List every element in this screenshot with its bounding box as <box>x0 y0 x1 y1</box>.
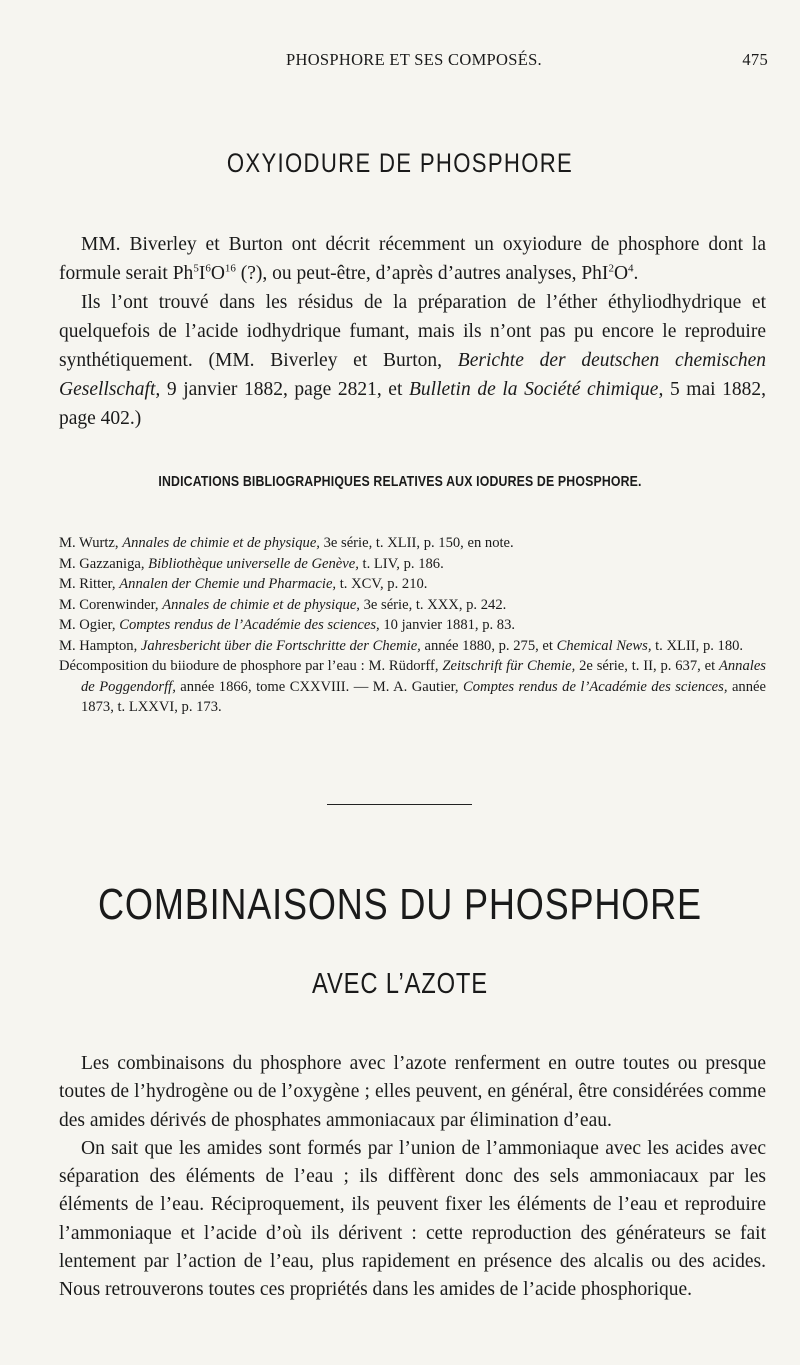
paragraph: Les combinaisons du phosphore avec l’azote renferment en outre toutes ou presque toutes de l’hydrogène ou de l’oxygène ; elles peuvent, en général, être considérées comme des amides dérivés de phosphates ammoniacaux par élimination d’eau. <box>59 1053 766 1131</box>
bibliography-entry: M. Ritter, Annalen der Chemie und Pharmacie, t. XCV, p. 210. <box>59 576 428 592</box>
page-header <box>60 50 768 74</box>
bibliography-entry: M. Wurtz, Annales de chimie et de physique, 3e série, t. XLII, p. 150, en note. <box>59 535 514 551</box>
bibliography-entry: M. Ogier, Comptes rendus de l’Académie des sciences, 10 janvier 1881, p. 83. <box>59 617 516 633</box>
bibliography-entry: M. Gazzaniga, Bibliothèque universelle de Genève, t. LIV, p. 186. <box>59 555 444 572</box>
bibliography-entry: M. Hampton, Jahresbericht über die Fortschritte der Chemie, année 1880, p. 275, et Chemical News, t. XLII, p. 180. <box>59 637 744 654</box>
oxyiodure-text <box>59 230 766 433</box>
section-divider <box>327 804 472 805</box>
running-title: PHOSPHORE ET SES COMPOSÉS. <box>286 50 542 69</box>
bibliography-entry: Décomposition du biiodure de phosphore par l’eau : M. Rüdorff, Zeitschrift für Chemie, 2e série, t. II, p. 637, et Annales de Poggendorff, année 1866, tome CXXVIII. — M. A. Gautier, Comptes rendus de l’Académie des sciences, année 1873, t. LXXVI, p. 173. <box>59 658 766 715</box>
paragraph: Ils l’ont trouvé dans les résidus de la préparation de l’éther éthyliodhydrique et quelquefois de l’acide iodhydrique fumant, mais ils n’ont pas pu encore le reproduire synthétiquement. (MM. Biverley et Burton, Berichte der deutschen chemischen Gesellschaft, 9 janvier 1882, page 2821, et Bulletin de la Société chimique, 5 mai 1882, page 402.) <box>59 292 766 429</box>
paragraph: MM. Biverley et Burton ont décrit récemment un oxyiodure de phosphore dont la formule serait $Ph^5I^6O^{16}$ (?), ou peut-être, d’après d’autres analyses, $PhI^2O^4$. <box>59 234 766 284</box>
bibliography-list <box>59 533 766 718</box>
paragraph: On sait que les amides sont formés par l’union de l’ammoniaque avec les acides avec séparation des éléments de l’eau ; ils diffèrent donc des sels ammoniacaux par les éléments de l’eau. Réciproquement, ils peuvent fixer les éléments de l’eau et reproduire l’ammoniaque et l’acide d’où ils dérivent : cette reproduction des générateurs se fait lentement par l’action de l’eau, plus rapidement en présence des alcalis ou des acides. Nous retrouverons toutes ces propriétés dans les amides de l’acide phosphorique. <box>59 1137 766 1301</box>
bibliography-heading: INDICATIONS BIBLIOGRAPHIQUES RELATIVES AUX IODURES DE PHOSPHORE. <box>158 473 642 490</box>
bibliography-entry: M. Corenwinder, Annales de chimie et de physique, 3e série, t. XXX, p. 242. <box>59 596 507 613</box>
page-number: 475 <box>742 50 768 69</box>
chapter-title: COMBINAISONS DU PHOSPHORE <box>98 880 702 929</box>
chapter-subtitle: AVEC L’AZOTE <box>312 968 488 1000</box>
section-title-oxyiodure: OXYIODURE DE PHOSPHORE <box>226 148 574 178</box>
azote-text <box>59 1050 766 1305</box>
